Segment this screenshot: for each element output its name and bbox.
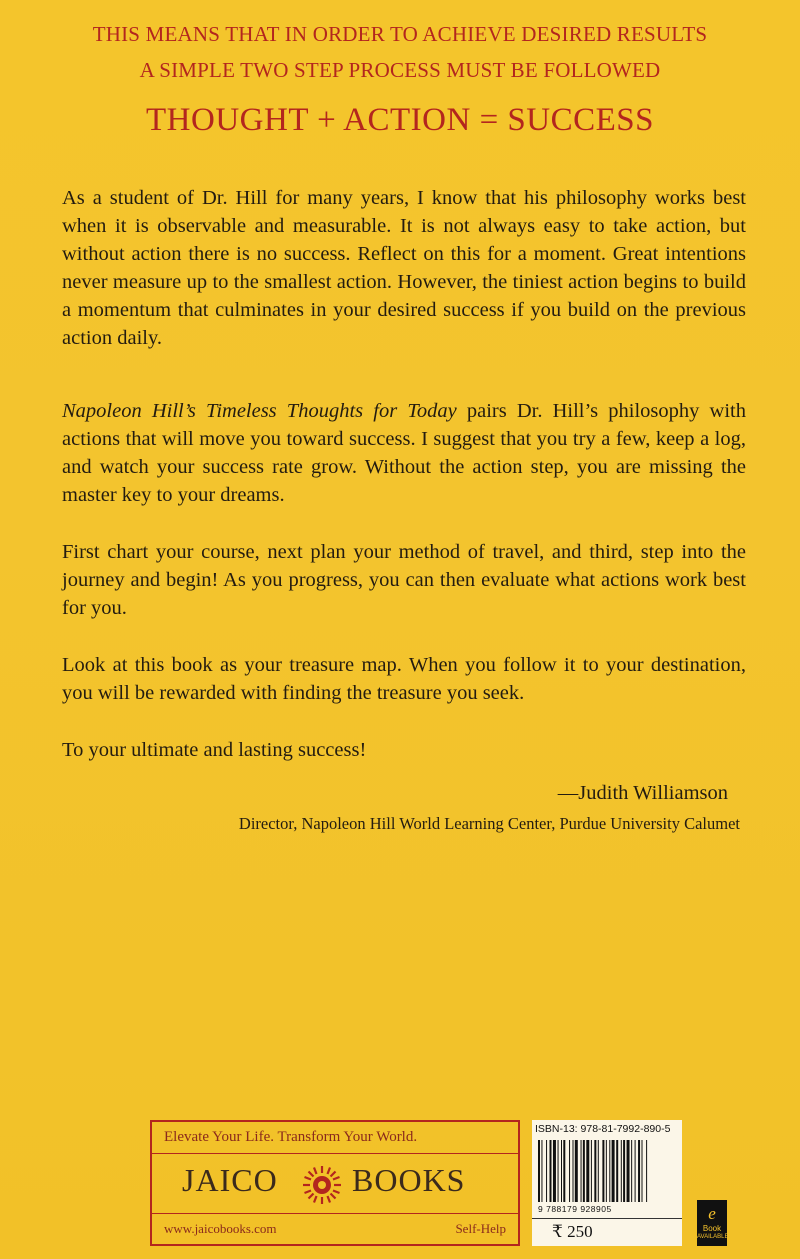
- barcode-bar: [538, 1140, 540, 1202]
- paragraph-2: [62, 397, 746, 509]
- barcode-bar: [561, 1140, 562, 1202]
- barcode-bar: [621, 1140, 622, 1202]
- barcode-icon: [538, 1140, 676, 1202]
- headline-line-1: THIS MEANS THAT IN ORDER TO ACHIEVE DESIRED RESULTS: [92, 22, 708, 46]
- barcode-bar: [609, 1140, 610, 1202]
- paragraph-4: Look at this book as your treasure map. When you follow it to your destination, you will be rewarded with finding the treasure you seek.: [62, 654, 746, 704]
- genre-label: Self-Help: [455, 1221, 506, 1236]
- ebook-available-badge: [697, 1200, 727, 1246]
- divider: [152, 1213, 518, 1214]
- barcode-bar: [550, 1140, 552, 1202]
- barcode-bar: [591, 1140, 592, 1202]
- barcode-bar: [623, 1140, 625, 1202]
- divider: [152, 1153, 518, 1154]
- barcode-bar: [612, 1140, 615, 1202]
- barcode-bar: [573, 1140, 574, 1202]
- barcode-bar: [575, 1140, 578, 1202]
- barcode-bar: [646, 1140, 647, 1202]
- barcode-bar: [569, 1140, 570, 1202]
- closing-line: To your ultimate and lasting success!: [62, 739, 367, 761]
- isbn-text: ISBN-13: 978-81-7992-890-5: [535, 1123, 671, 1135]
- barcode-panel: [532, 1120, 682, 1246]
- sun-icon: [302, 1165, 342, 1205]
- barcode-bar: [558, 1140, 559, 1202]
- barcode-bar: [602, 1140, 604, 1202]
- publisher-website[interactable]: www.jaicobooks.com: [164, 1221, 277, 1236]
- barcode-bar: [546, 1140, 547, 1202]
- ebook-label: Book: [702, 1224, 722, 1233]
- barcode-digits: 9 788179 928905: [538, 1204, 612, 1214]
- paragraph-1: As a student of Dr. Hill for many years, I know that his philosophy works best when it is observable and measurable. It is not always easy to take action, but without action there is no success. Reflect on this for a moment. Great intentions never measure up to the smallest action. However, the tiniest action begins to build a momentum that culminates in your desired success if you build on the previous action daily.: [62, 187, 746, 349]
- ebook-icon: e: [708, 1204, 716, 1223]
- barcode-bar: [631, 1140, 632, 1202]
- barcode-bar: [635, 1140, 636, 1202]
- success-formula: THOUGHT + ACTION = SUCCESS: [146, 102, 654, 138]
- barcode-bar: [586, 1140, 589, 1202]
- publisher-box: [150, 1120, 520, 1246]
- barcode-bar: [616, 1140, 618, 1202]
- publisher-tagline: Elevate Your Life. Transform Your World.: [164, 1129, 418, 1145]
- barcode-bar: [606, 1140, 607, 1202]
- barcode-bar: [598, 1140, 599, 1202]
- signature-title: Director, Napoleon Hill World Learning Center, Purdue University Calumet: [238, 814, 740, 833]
- publisher-name-left: JAICO: [182, 1162, 278, 1198]
- signature-name: —Judith Williamson: [557, 782, 728, 804]
- ebook-availability: AVAILABLE: [697, 1234, 729, 1240]
- barcode-bar: [638, 1140, 640, 1202]
- barcode-bar: [541, 1140, 542, 1202]
- barcode-bar: [594, 1140, 596, 1202]
- barcode-bar: [583, 1140, 585, 1202]
- barcode-bar: [563, 1140, 565, 1202]
- book-title: Napoleon Hill’s Timeless Thoughts for Today: [62, 400, 457, 422]
- price-label: ₹ 250: [532, 1218, 682, 1246]
- paragraph-3: First chart your course, next plan your method of travel, and third, step into the journey and begin! As you progress, you can then evaluate what actions work best for you.: [62, 541, 746, 619]
- headline-line-2: A SIMPLE TWO STEP PROCESS MUST BE FOLLOWED: [139, 58, 661, 82]
- barcode-bar: [642, 1140, 643, 1202]
- publisher-name-right: BOOKS: [352, 1162, 466, 1198]
- barcode-bar: [581, 1140, 582, 1202]
- barcode-bar: [553, 1140, 556, 1202]
- barcode-bar: [627, 1140, 630, 1202]
- paragraph-2-text: pairs Dr. Hill’s philosophy with actions that will move you toward success. I suggest that you try a few, keep a log, and watch your success rate grow. Without the action step, you are missing the master key to your dreams.: [62, 400, 746, 506]
